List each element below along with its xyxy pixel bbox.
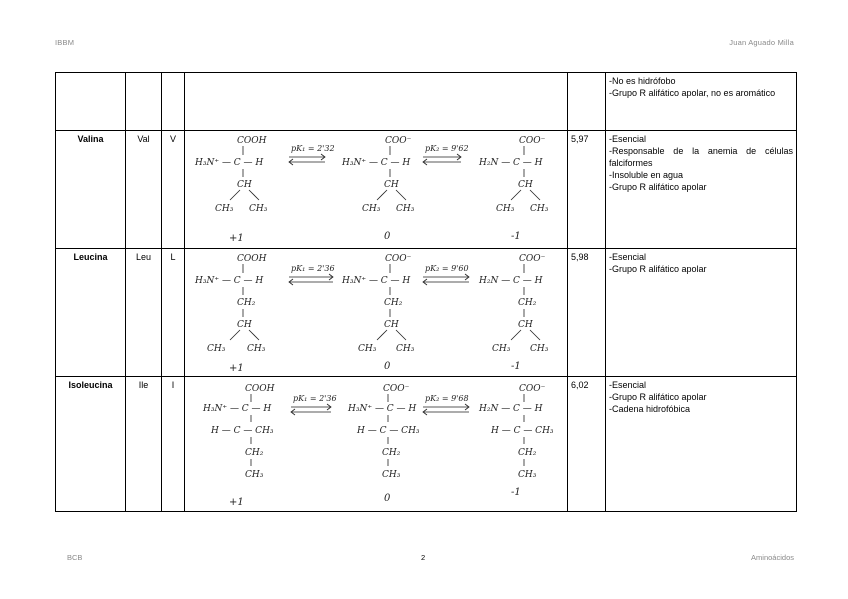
note-line: -Esencial [609, 252, 647, 262]
charge-label: 0 [384, 361, 391, 372]
svg-text:CH₃: CH₃ [215, 204, 234, 214]
svg-text:COOH: COOH [237, 136, 267, 146]
svg-text:CH₃: CH₃ [496, 204, 515, 214]
note-line: -Responsable de la anemia de células falciformes [609, 146, 793, 168]
svg-text:CH: CH [384, 180, 399, 190]
amino-name: Leucina [56, 249, 126, 377]
svg-text:H₃N⁺ — C — H: H₃N⁺ — C — H [342, 158, 411, 168]
svg-text:COO⁻: COO⁻ [519, 384, 546, 394]
svg-text:CH: CH [237, 180, 252, 190]
svg-text:CH₂: CH₂ [518, 448, 537, 458]
charge-label: +1 [229, 233, 244, 244]
isoelectric-point: 5,97 [568, 131, 606, 249]
pk2-label: pK₂ = 9'68 [425, 394, 469, 403]
charge-label: +1 [229, 497, 244, 508]
structure-cell [185, 73, 568, 131]
svg-text:CH₂: CH₂ [384, 298, 403, 308]
structure-cell [185, 131, 568, 249]
structure-cell [185, 377, 568, 512]
svg-text:CH₃: CH₃ [492, 344, 511, 354]
svg-text:H — C — CH₃: H — C — CH₃ [211, 426, 274, 436]
leucine-ionization-diagram [185, 249, 568, 375]
svg-text:CH₃: CH₃ [358, 344, 377, 354]
isoelectric-point: 6,02 [568, 377, 606, 512]
pk1-label: pK₁ = 2'36 [293, 394, 337, 403]
note-line: -Esencial [609, 134, 647, 144]
pk2-label: pK₂ = 9'60 [425, 264, 469, 273]
notes-cell [606, 73, 797, 131]
valine-ionization-diagram [185, 131, 568, 247]
note-line: -No es hidrófobo [609, 76, 676, 86]
charge-label: +1 [229, 363, 244, 374]
svg-text:COO⁻: COO⁻ [519, 254, 546, 264]
note-line: -Grupo R alifático apolar, no es aromático [609, 88, 776, 98]
footer-left: BCB [67, 553, 83, 562]
code1: L [162, 249, 185, 377]
svg-text:COO⁻: COO⁻ [385, 136, 412, 146]
code3-cell [126, 73, 162, 131]
structure-cell [185, 249, 568, 377]
svg-text:CH₃: CH₃ [382, 470, 401, 480]
svg-text:CH₃: CH₃ [530, 344, 549, 354]
pk1-label: pK₁ = 2'32 [291, 144, 335, 153]
note-line: -Insoluble en agua [609, 170, 684, 180]
isoleucine-ionization-diagram [185, 377, 568, 510]
svg-text:CH₂: CH₂ [237, 298, 256, 308]
charge-label: 0 [384, 493, 391, 504]
svg-text:COO⁻: COO⁻ [519, 136, 546, 146]
svg-text:CH₃: CH₃ [207, 344, 226, 354]
amino-name: Valina [56, 131, 126, 249]
svg-text:CH₃: CH₃ [249, 204, 268, 214]
pk2-label: pK₂ = 9'62 [425, 144, 469, 153]
svg-text:CH: CH [518, 180, 533, 190]
name-cell [56, 73, 126, 131]
table-row [56, 131, 797, 249]
svg-text:H₃N⁺ — C — H: H₃N⁺ — C — H [348, 404, 417, 414]
notes-cell [606, 249, 797, 377]
charge-label: -1 [511, 231, 521, 242]
svg-text:H₃N⁺ — C — H: H₃N⁺ — C — H [203, 404, 272, 414]
notes-cell [606, 131, 797, 249]
note-line: -Esencial [609, 380, 647, 390]
notes-cell [606, 377, 797, 512]
code1: I [162, 377, 185, 512]
svg-text:H₂N — C — H: H₂N — C — H [479, 276, 543, 286]
svg-text:H₂N — C — H: H₂N — C — H [479, 158, 543, 168]
svg-text:H — C — CH₃: H — C — CH₃ [491, 426, 554, 436]
svg-text:CH: CH [237, 320, 252, 330]
note-line: -Grupo R alifático apolar [609, 392, 707, 402]
svg-text:CH₃: CH₃ [247, 344, 266, 354]
note-line: -Grupo R alifático apolar [609, 264, 707, 274]
table-row [56, 377, 797, 512]
svg-text:H₃N⁺ — C — H: H₃N⁺ — C — H [195, 158, 264, 168]
code3: Val [126, 131, 162, 249]
charge-label: -1 [511, 487, 521, 498]
footer-right: Aminoácidos [751, 553, 794, 562]
charge-label: 0 [384, 231, 391, 242]
code3: Leu [126, 249, 162, 377]
svg-text:CH₃: CH₃ [396, 204, 415, 214]
code3: Ile [126, 377, 162, 512]
svg-text:H₃N⁺ — C — H: H₃N⁺ — C — H [342, 276, 411, 286]
svg-text:CH₂: CH₂ [245, 448, 264, 458]
isoelectric-point: 5,98 [568, 249, 606, 377]
pi-cell [568, 73, 606, 131]
svg-text:CH₃: CH₃ [362, 204, 381, 214]
svg-text:H₂N — C — H: H₂N — C — H [479, 404, 543, 414]
table-row [56, 249, 797, 377]
svg-text:CH: CH [518, 320, 533, 330]
svg-text:COOH: COOH [237, 254, 267, 264]
svg-text:COO⁻: COO⁻ [385, 254, 412, 264]
amino-name: Isoleucina [56, 377, 126, 512]
svg-text:COO⁻: COO⁻ [383, 384, 410, 394]
amino-acid-table [55, 72, 797, 512]
svg-text:CH₃: CH₃ [396, 344, 415, 354]
svg-text:CH: CH [384, 320, 399, 330]
header-left: IBBM [55, 38, 75, 47]
note-line: -Grupo R alifático apolar [609, 182, 707, 192]
code1: V [162, 131, 185, 249]
header-right: Juan Aguado Milla [729, 38, 794, 47]
svg-text:COOH: COOH [245, 384, 275, 394]
svg-text:H₃N⁺ — C — H: H₃N⁺ — C — H [195, 276, 264, 286]
code1-cell [162, 73, 185, 131]
pk1-label: pK₁ = 2'36 [291, 264, 335, 273]
charge-label: -1 [511, 361, 521, 372]
svg-text:CH₃: CH₃ [518, 470, 537, 480]
svg-text:CH₃: CH₃ [245, 470, 264, 480]
note-line: -Cadena hidrofóbica [609, 404, 691, 414]
svg-text:CH₂: CH₂ [518, 298, 537, 308]
svg-text:CH₃: CH₃ [530, 204, 549, 214]
page-number: 2 [421, 553, 426, 562]
svg-text:H — C — CH₃: H — C — CH₃ [357, 426, 420, 436]
table-row [56, 73, 797, 131]
svg-text:CH₂: CH₂ [382, 448, 401, 458]
